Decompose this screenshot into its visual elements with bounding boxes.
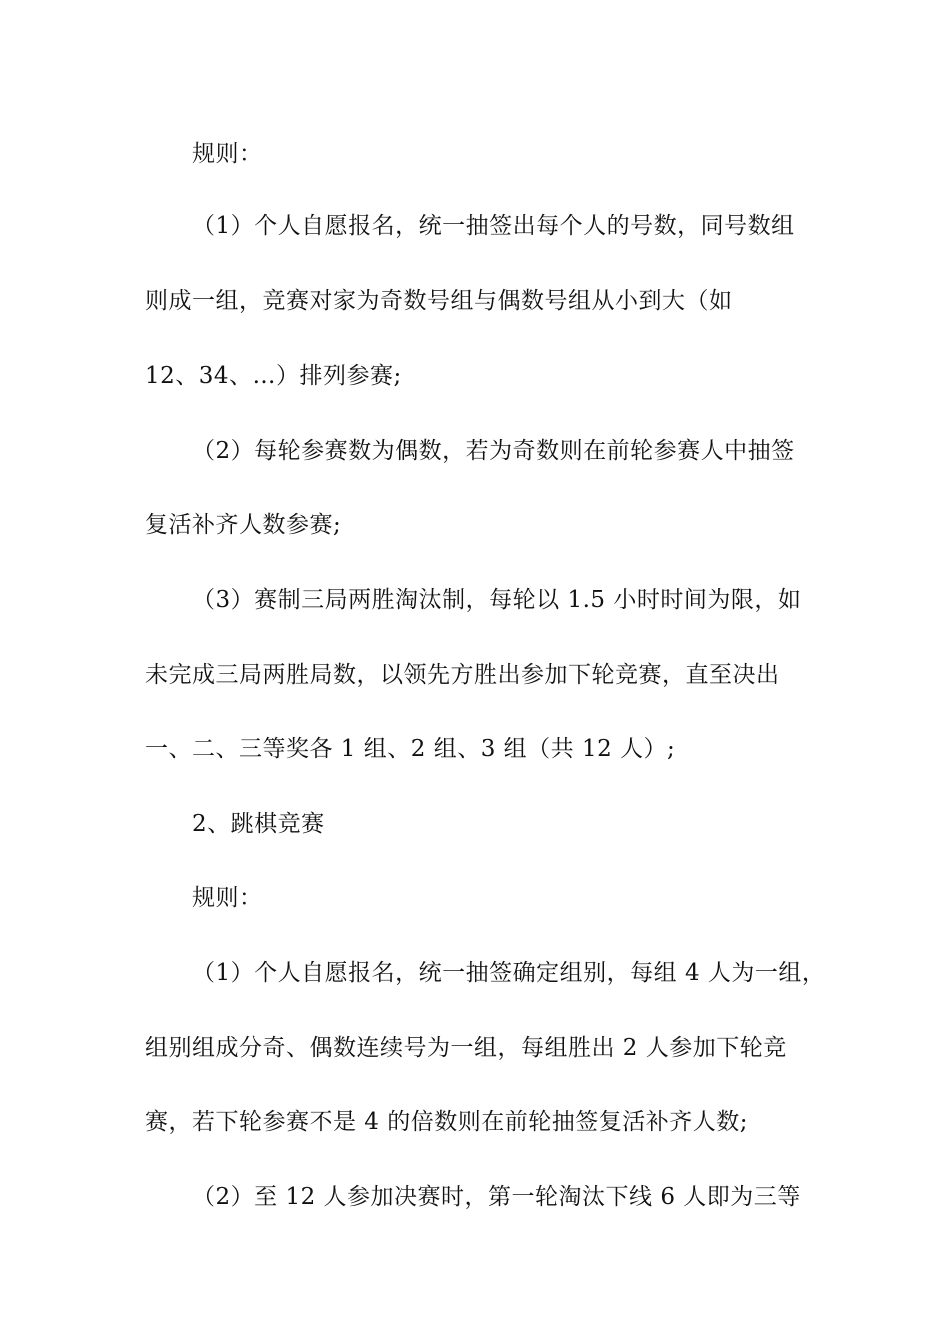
paragraph-line: 赛，若下轮参赛不是 4 的倍数则在前轮抽签复活补齐人数; <box>145 1109 749 1135</box>
paragraph-line: （1）个人自愿报名，统一抽签出每个人的号数，同号数组 <box>192 213 795 239</box>
paragraph-line: 未完成三局两胜局数，以领先方胜出参加下轮竞赛，直至决出 <box>145 662 780 688</box>
paragraph-line: （2）每轮参赛数为偶数，若为奇数则在前轮参赛人中抽签 <box>192 438 795 464</box>
paragraph-line: 复活补齐人数参赛; <box>145 512 342 538</box>
paragraph-line: 则成一组，竞赛对家为奇数号组与偶数号组从小到大（如 <box>145 288 733 314</box>
rules-heading: 规则： <box>192 141 263 167</box>
paragraph-line: 一、二、三等奖各 1 组、2 组、3 组（共 12 人）; <box>145 736 676 762</box>
paragraph-line: （2）至 12 人参加决赛时，第一轮淘汰下线 6 人即为三等 <box>192 1184 801 1210</box>
paragraph-line: （1）个人自愿报名，统一抽签确定组别，每组 4 人为一组， <box>192 960 826 986</box>
paragraph-line: 组别组成分奇、偶数连续号为一组，每组胜出 2 人参加下轮竞 <box>145 1035 787 1061</box>
rules-heading: 规则： <box>192 885 263 911</box>
paragraph-line: （3）赛制三局两胜淘汰制，每轮以 1.5 小时时间为限，如 <box>192 587 802 613</box>
paragraph-line: 12、34、…）排列参赛; <box>145 363 402 389</box>
section-title: 2、跳棋竞赛 <box>192 811 325 837</box>
